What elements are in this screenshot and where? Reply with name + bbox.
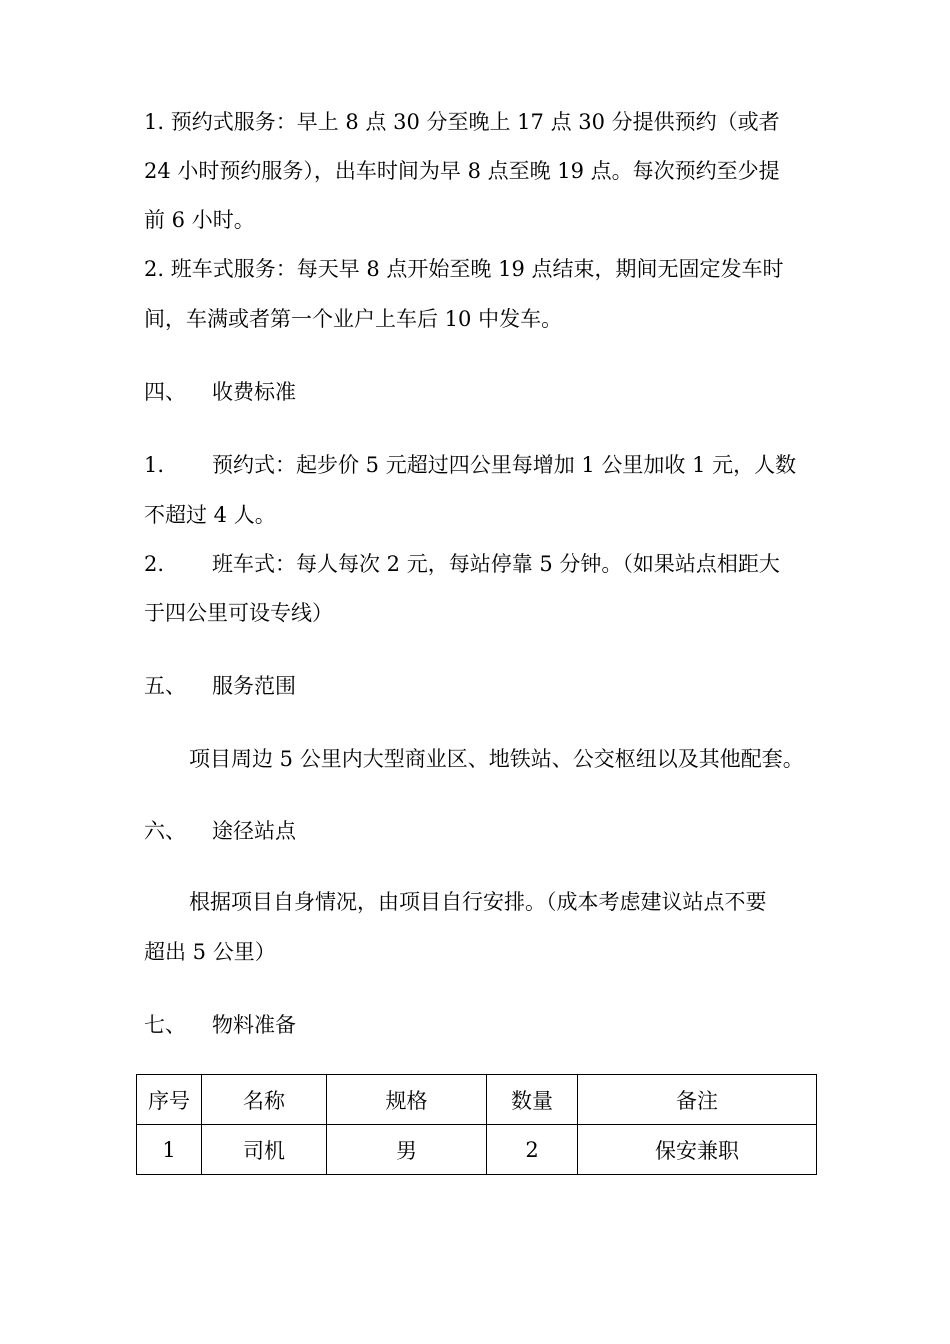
fee-item-1-line-1 bbox=[144, 455, 796, 476]
materials-table bbox=[136, 1074, 817, 1175]
table-header-row bbox=[137, 1075, 817, 1125]
section-heading-fees bbox=[144, 382, 296, 403]
section-title: 途径站点 bbox=[212, 819, 296, 843]
fee-item-number: 1. bbox=[144, 453, 165, 477]
section-heading-materials bbox=[144, 1015, 296, 1036]
fee-item-2-line-1 bbox=[144, 554, 780, 575]
cell-name: 司机 bbox=[202, 1125, 327, 1175]
header-cell-name: 名称 bbox=[202, 1075, 327, 1125]
fee-item-number: 2. bbox=[144, 552, 165, 576]
cell-spec: 男 bbox=[327, 1125, 487, 1175]
fee-item-2-line-2: 于四公里可设专线） bbox=[144, 601, 333, 625]
fee-item-1-line-2: 不超过 4 人。 bbox=[144, 503, 276, 527]
section-number: 六、 bbox=[144, 819, 186, 843]
section-number: 五、 bbox=[144, 674, 186, 698]
cell-index: 1 bbox=[137, 1125, 202, 1175]
item-reservation-line-2: 24 小时预约服务），出车时间为早 8 点至晚 19 点。每次预约至少提 bbox=[144, 159, 780, 183]
item-reservation-line-1: 1. 预约式服务：早上 8 点 30 分至晚上 17 点 30 分提供预约（或者 bbox=[144, 110, 780, 134]
table-row bbox=[137, 1125, 817, 1175]
header-cell-index: 序号 bbox=[137, 1075, 202, 1125]
header-cell-quantity: 数量 bbox=[487, 1075, 578, 1125]
cell-remarks: 保安兼职 bbox=[578, 1125, 817, 1175]
stops-body-line-1: 根据项目自身情况，由项目自行安排。（成本考虑建议站点不要 bbox=[189, 890, 767, 914]
section-number: 四、 bbox=[144, 380, 186, 404]
item-reservation-line-3: 前 6 小时。 bbox=[144, 208, 255, 232]
cell-quantity: 2 bbox=[487, 1125, 578, 1175]
item-shuttle-line-2: 间，车满或者第一个业户上车后 10 中发车。 bbox=[144, 307, 563, 331]
item-shuttle-line-1: 2. 班车式服务：每天早 8 点开始至晚 19 点结束，期间无固定发车时 bbox=[144, 257, 784, 281]
header-cell-spec: 规格 bbox=[327, 1075, 487, 1125]
scope-body: 项目周边 5 公里内大型商业区、地铁站、公交枢纽以及其他配套。 bbox=[189, 747, 804, 771]
section-heading-scope bbox=[144, 676, 296, 697]
section-heading-stops bbox=[144, 821, 296, 842]
section-title: 收费标准 bbox=[212, 380, 296, 404]
header-cell-remarks: 备注 bbox=[578, 1075, 817, 1125]
section-title: 服务范围 bbox=[212, 674, 296, 698]
stops-body-line-2: 超出 5 公里） bbox=[144, 940, 276, 964]
fee-item-text: 班车式：每人每次 2 元，每站停靠 5 分钟。（如果站点相距大 bbox=[212, 552, 780, 576]
section-title: 物料准备 bbox=[212, 1013, 296, 1037]
section-number: 七、 bbox=[144, 1013, 186, 1037]
fee-item-text: 预约式：起步价 5 元超过四公里每增加 1 公里加收 1 元，人数 bbox=[212, 453, 797, 477]
